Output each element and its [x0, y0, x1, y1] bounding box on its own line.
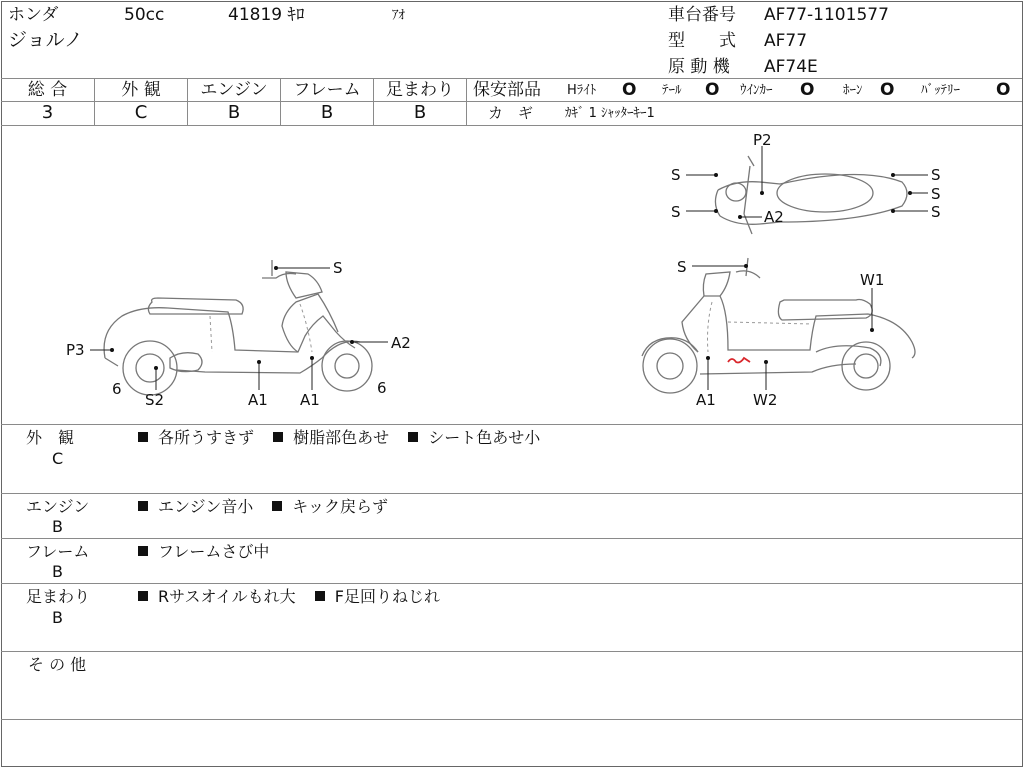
label-s: S: [931, 166, 941, 184]
overall-label: 総 合: [27, 80, 68, 100]
note-divider: [1, 493, 1022, 494]
note-frame-grade: B: [52, 562, 63, 581]
note-item: フレームさび中: [158, 542, 270, 561]
label-s2: S2: [145, 391, 165, 409]
exterior-label: 外 観: [121, 80, 161, 100]
note-engine-grade: B: [52, 517, 63, 536]
color: ｱｵ: [392, 8, 405, 23]
engine-model: AF74E: [764, 57, 818, 77]
note-exterior-label: 外 観: [26, 428, 75, 447]
note-item: エンジン音小: [158, 497, 254, 516]
label-s: S: [677, 258, 687, 276]
note-frame-items: [138, 542, 283, 562]
label-w2: W2: [753, 391, 778, 409]
label-s: S: [931, 185, 941, 203]
note-divider: [1, 719, 1022, 720]
frame-no-label: 車台番号: [668, 5, 736, 25]
engine-grade: B: [227, 102, 241, 123]
note-other-label: そ の 他: [28, 655, 87, 674]
grade-divider: [466, 78, 467, 125]
exterior-grade: C: [134, 102, 148, 123]
label-a1-front: A1: [300, 391, 320, 409]
label-a2: A2: [764, 208, 784, 226]
note-frame-label: フレーム: [26, 542, 90, 561]
engine-label: エンジン: [200, 80, 268, 100]
displacement: 50cc: [124, 5, 165, 25]
horn-ok: O: [880, 80, 895, 100]
safety-parts-label: 保安部品: [473, 80, 541, 100]
note-exterior-grade: C: [52, 449, 64, 468]
tail-label: ﾃｰﾙ: [662, 83, 682, 98]
note-exterior-items: [138, 428, 554, 448]
note-item: 樹脂部色あせ: [293, 428, 390, 447]
grade-mid-line: [1, 101, 1022, 102]
engine-model-label: 原 動 機: [668, 57, 730, 77]
battery-ok: O: [996, 80, 1011, 100]
note-divider: [1, 583, 1022, 584]
tail-ok: O: [705, 80, 720, 100]
frame-grade: B: [320, 102, 334, 123]
winker-label: ｳｲﾝｶｰ: [740, 83, 773, 98]
note-item: F足回りねじれ: [334, 587, 440, 606]
battery-label: ﾊﾞｯﾃﾘｰ: [921, 83, 960, 98]
label-a1: A1: [248, 391, 268, 409]
frame-no: AF77-1101577: [764, 5, 889, 25]
winker-ok: O: [800, 80, 815, 100]
scooter-left-view: [104, 260, 372, 395]
grade-top-line: [1, 78, 1022, 79]
type-value: AF77: [764, 31, 808, 51]
label-s: S: [931, 203, 941, 221]
key-value: ｶｷﾞ 1 ｼｬｯﾀｰｷｰ1: [565, 106, 655, 121]
label-s: S: [671, 203, 681, 221]
note-item: 各所うすきず: [158, 428, 255, 447]
scooter-top-view: [715, 156, 907, 234]
type-label: 型 式: [668, 31, 736, 51]
suspension-label: 足まわり: [386, 80, 454, 100]
scooter-diagram: [0, 126, 1022, 424]
overall-grade: 3: [41, 102, 54, 123]
mileage: 41819 ｷﾛ: [228, 5, 305, 25]
note-engine-label: エンジン: [26, 497, 90, 516]
label-a1: A1: [696, 391, 716, 409]
note-divider: [1, 538, 1022, 539]
maker: ホンダ: [8, 5, 59, 25]
note-divider: [1, 651, 1022, 652]
suspension-grade: B: [413, 102, 427, 123]
note-engine-items: [138, 497, 402, 517]
note-item: Rサスオイルもれ大: [158, 587, 296, 606]
label-p3: P3: [66, 341, 85, 359]
damage-mark: [728, 358, 750, 363]
note-item: シート色あせ小: [428, 428, 541, 447]
label-6-left: 6: [112, 380, 122, 398]
note-suspension-grade: B: [52, 608, 63, 627]
key-label: カ ギ: [488, 104, 534, 122]
label-s: S: [671, 166, 681, 184]
model-name: ジョルノ: [8, 29, 83, 51]
note-suspension-items: [138, 587, 454, 607]
label-p2: P2: [753, 131, 772, 149]
label-s: S: [333, 259, 343, 277]
note-item: キック戻らず: [292, 497, 388, 516]
horn-label: ﾎｰﾝ: [843, 83, 863, 98]
label-a2: A2: [391, 334, 411, 352]
label-6-right: 6: [377, 379, 387, 397]
headlight-label: Hﾗｲﾄ: [567, 83, 597, 98]
note-suspension-label: 足まわり: [26, 587, 91, 606]
headlight-ok: O: [622, 80, 637, 100]
label-w1: W1: [860, 271, 885, 289]
frame-label: フレーム: [293, 80, 361, 100]
diagram-bottom-line: [1, 424, 1022, 425]
